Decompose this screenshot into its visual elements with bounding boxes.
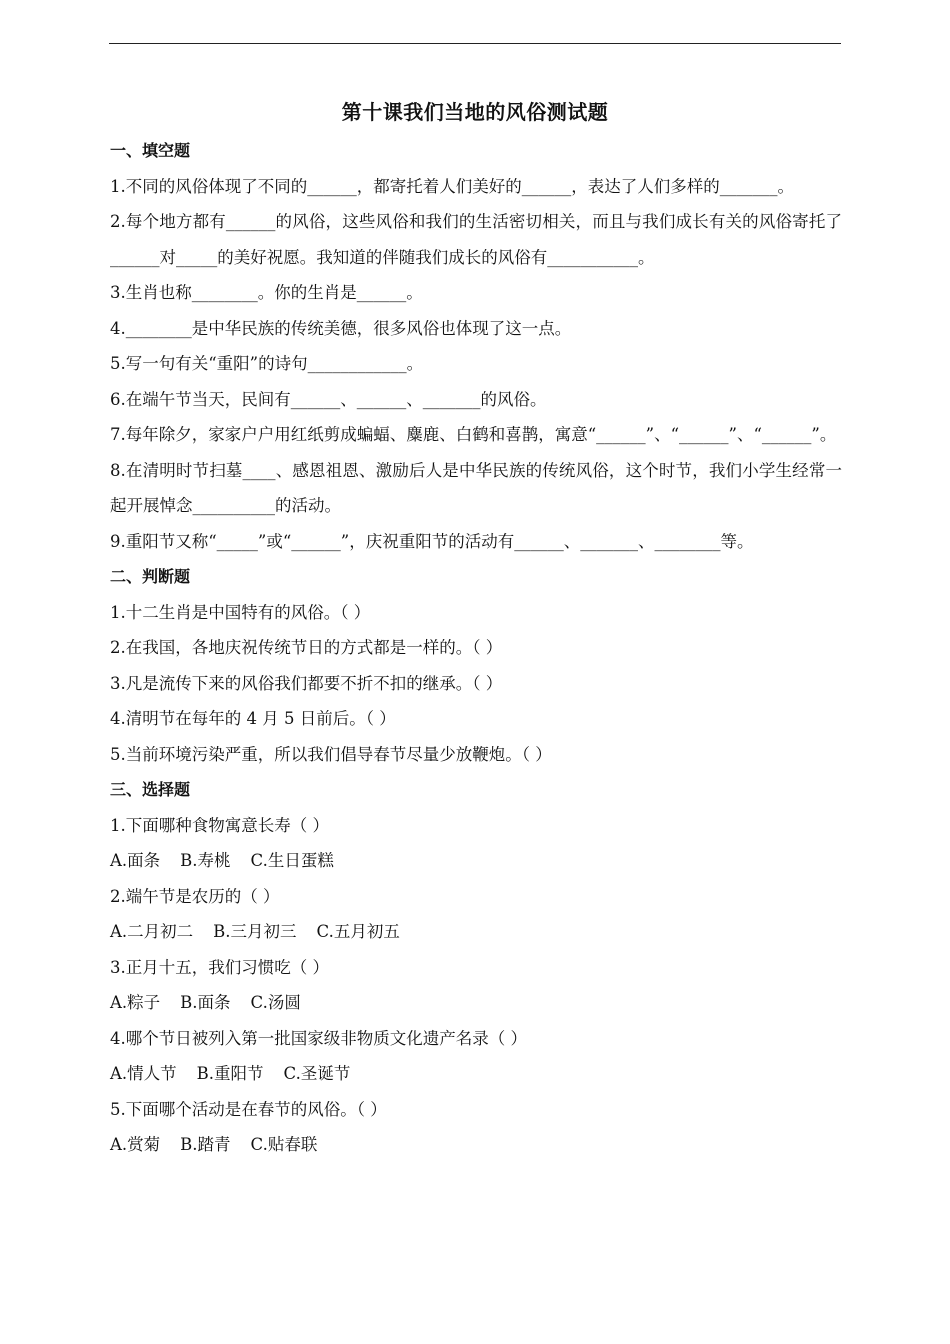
- fill-question: 6.在端午节当天，民间有______、______、_______的风俗。: [110, 389, 547, 409]
- page-title: 第十课我们当地的风俗测试题: [341, 100, 609, 124]
- choice-options: [110, 985, 842, 1021]
- option-c: C.汤圆: [250, 993, 301, 1012]
- option-a: A.情人节: [110, 1064, 177, 1083]
- option-c: C.生日蛋糕: [250, 851, 334, 870]
- choice-options: [110, 843, 842, 879]
- option-a: A.赏菊: [110, 1135, 161, 1154]
- option-c: C.圣诞节: [283, 1064, 351, 1083]
- option-b: B.重阳节: [196, 1064, 264, 1083]
- option-a: A.面条: [110, 851, 161, 870]
- fill-question: 9.重阳节又称“_____”或“______”，庆祝重阳节的活动有______、_______、________等。: [110, 531, 754, 551]
- fill-question: 8.在清明时节扫墓____、感恩祖恩、激励后人是中华民族的传统风俗，这个时节，我们小学生经常一起开展悼念__________的活动。: [110, 460, 842, 515]
- judge-question: 2.在我国，各地庆祝传统节日的方式都是一样的。（ ）: [110, 638, 503, 657]
- judge-question: 4.清明节在每年的 4 月 5 日前后。（ ）: [110, 709, 396, 728]
- worksheet-body: [110, 133, 842, 1163]
- choice-question: 4.哪个节日被列入第一批国家级非物质文化遗产名录（ ）: [110, 1028, 527, 1048]
- option-c: C.贴春联: [250, 1135, 318, 1154]
- section-heading-fill: 一、填空题: [110, 141, 191, 160]
- option-b: B.寿桃: [180, 851, 231, 870]
- choice-options: [110, 1056, 842, 1092]
- choice-options: [110, 1127, 842, 1163]
- option-b: B.三月初三: [213, 922, 297, 941]
- fill-question: 2.每个地方都有______的风俗，这些风俗和我们的生活密切相关，而且与我们成长有关的风俗寄托了______对_____的美好祝愿。我知道的伴随我们成长的风俗有___________。: [110, 212, 842, 267]
- fill-question: 7.每年除夕，家家户户用红纸剪成蝙蝠、麋鹿、白鹤和喜鹊，寓意“______”、“______”、“______”。: [110, 425, 837, 444]
- choice-options: [110, 914, 842, 950]
- choice-question: 3.正月十五，我们习惯吃（ ）: [110, 957, 329, 977]
- fill-question: 4.________是中华民族的传统美德，很多风俗也体现了这一点。: [110, 318, 572, 338]
- option-a: A.粽子: [110, 993, 161, 1012]
- fill-question: 3.生肖也称________。你的生肖是______。: [110, 283, 423, 302]
- header-rule: [109, 43, 841, 44]
- fill-question: 1.不同的风俗体现了不同的______，都寄托着人们美好的______，表达了人们多样的_______。: [110, 176, 794, 196]
- section-heading-choice: 三、选择题: [110, 780, 191, 799]
- option-a: A.二月初二: [110, 922, 194, 941]
- choice-question: 1.下面哪种食物寓意长寿（ ）: [110, 815, 329, 835]
- judge-question: 1.十二生肖是中国特有的风俗。（ ）: [110, 602, 371, 622]
- fill-question: 5.写一句有关“重阳”的诗句____________。: [110, 354, 424, 373]
- option-b: B.面条: [180, 993, 231, 1012]
- option-b: B.踏青: [180, 1135, 231, 1154]
- judge-question: 3.凡是流传下来的风俗我们都要不折不扣的继承。（ ）: [110, 673, 503, 693]
- choice-question: 2.端午节是农历的（ ）: [110, 886, 280, 906]
- judge-question: 5.当前环境污染严重，所以我们倡导春节尽量少放鞭炮。（ ）: [110, 744, 552, 764]
- section-heading-judge: 二、判断题: [110, 567, 191, 586]
- choice-question: 5.下面哪个活动是在春节的风俗。（ ）: [110, 1099, 387, 1119]
- option-c: C.五月初五: [316, 922, 400, 941]
